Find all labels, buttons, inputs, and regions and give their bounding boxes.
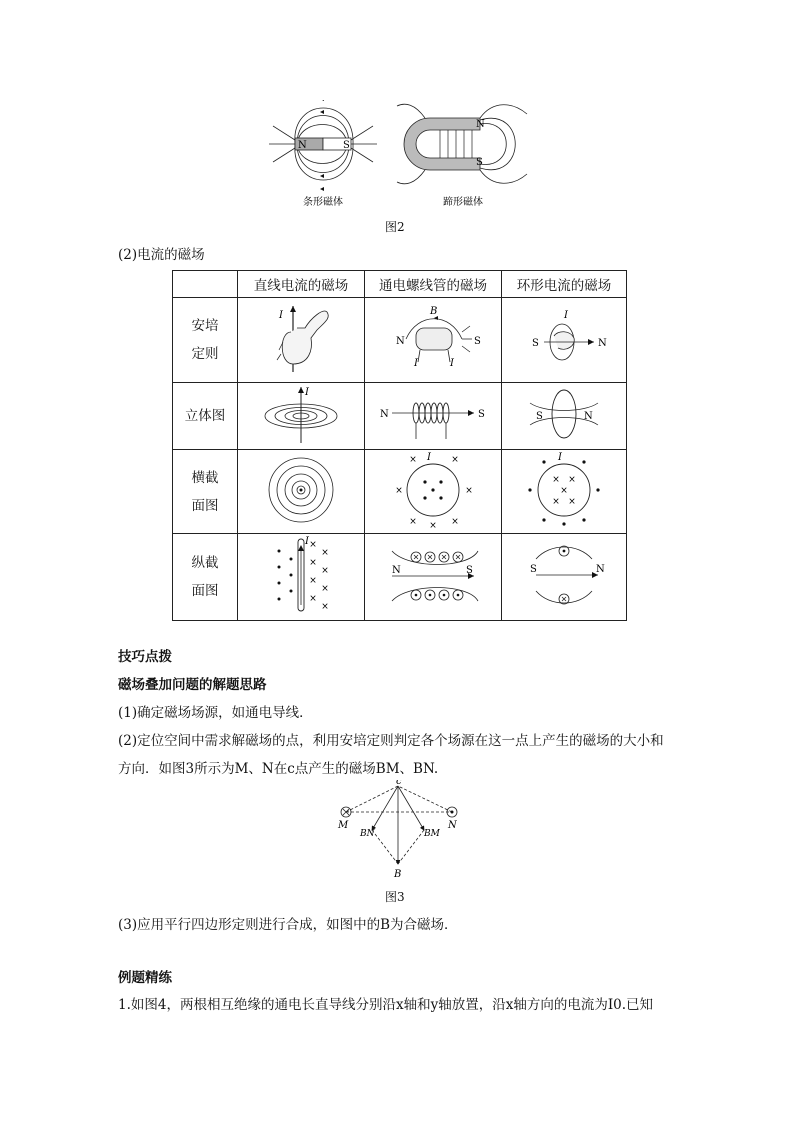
right-hand-grip-straight — [261, 302, 341, 374]
svg-text:×: × — [568, 496, 576, 507]
svg-text:×: × — [321, 548, 329, 558]
label-BM: BM — [424, 829, 440, 839]
svg-text:N: N — [584, 411, 593, 422]
svg-text:B: B — [430, 306, 438, 317]
svg-text:N: N — [380, 409, 389, 420]
table-row — [173, 450, 627, 534]
cell-long-solenoid — [365, 534, 502, 621]
svg-text:×: × — [568, 474, 576, 485]
concentric-ellipses-3d — [256, 383, 346, 445]
tips-subheading: 磁场叠加问题的解题思路 — [118, 677, 267, 693]
svg-text:S: S — [536, 411, 543, 422]
solenoid-cross — [383, 452, 483, 528]
tips-step-1: (1)确定磁场场源，如通电导线． — [118, 705, 313, 721]
label-B: B — [394, 869, 402, 880]
horseshoe-magnet — [397, 104, 527, 184]
svg-text:S: S — [530, 564, 537, 575]
svg-text:N: N — [396, 336, 405, 347]
concentric-circles-cross — [261, 452, 341, 528]
row-label-cross-section: 横截 面图 — [173, 450, 238, 534]
bar-magnet-label: 条形磁体 — [303, 197, 343, 208]
row-label-longitudinal-section: 纵截 面图 — [173, 534, 238, 621]
svg-text:×: × — [560, 485, 568, 496]
svg-text:×: × — [451, 454, 459, 465]
svg-text:×: × — [409, 516, 417, 527]
current-field-table — [172, 270, 627, 621]
straight-wire-long — [261, 535, 341, 615]
section-current-heading: (2)电流的磁场 — [118, 247, 205, 263]
svg-text:I: I — [305, 387, 309, 398]
row-label-3d-view: 立体图 — [173, 383, 238, 450]
loop-cross — [514, 452, 614, 528]
svg-text:×: × — [429, 520, 437, 528]
svg-text:N: N — [392, 565, 401, 576]
svg-text:×: × — [309, 558, 317, 568]
tips-step-2-line-2: 方向．如图3所示为M、N在c点产生的磁场BM、BN. — [118, 761, 439, 777]
bar-pole-s: S — [343, 140, 350, 151]
header-solenoid: 通电螺线管的磁场 — [365, 271, 502, 298]
svg-text:S: S — [474, 336, 481, 347]
figure-2-magnets — [265, 100, 535, 212]
cell-ampere-loop — [502, 298, 627, 383]
horseshoe-pole-n: N — [476, 119, 485, 130]
example-question-1: 1.如图4，两根相互绝缘的通电长直导线分别沿x轴和y轴放置，沿x轴方向的电流为I0.已知 — [118, 997, 654, 1013]
cell-cross-loop — [502, 450, 627, 534]
cell-3d-straight — [238, 383, 365, 450]
svg-text:×: × — [309, 540, 317, 550]
svg-text:×: × — [451, 516, 459, 527]
svg-text:×: × — [552, 474, 560, 485]
table-row — [173, 383, 627, 450]
right-hand-grip-solenoid — [378, 302, 488, 374]
examples-heading: 例题精练 — [118, 970, 172, 986]
table-corner — [173, 271, 238, 298]
svg-text:N: N — [598, 338, 607, 349]
cell-3d-solenoid — [365, 383, 502, 450]
svg-text:S: S — [466, 565, 473, 576]
svg-text:×: × — [395, 485, 403, 496]
bar-pole-n: N — [298, 140, 307, 151]
svg-text:I: I — [427, 451, 431, 463]
cell-cross-solenoid — [365, 450, 502, 534]
svg-text:I: I — [450, 358, 454, 369]
loop-3d — [514, 383, 614, 445]
svg-text:N: N — [596, 564, 605, 575]
table-row — [173, 534, 627, 621]
svg-text:×: × — [309, 594, 317, 604]
header-loop-current: 环形电流的磁场 — [502, 271, 627, 298]
figure-3-caption: 图3 — [385, 890, 405, 904]
tips-step-2-line-1: (2)定位空间中需求解磁场的点，利用安培定则判定各个场源在这一点上产生的磁场的大小和 — [118, 733, 664, 749]
svg-text:I: I — [414, 358, 418, 369]
label-M: M — [338, 820, 349, 831]
cell-cross-straight — [238, 450, 365, 534]
cell-3d-loop — [502, 383, 627, 450]
svg-text:I: I — [305, 536, 309, 547]
row-label-ampere-rule: 安培 定则 — [173, 298, 238, 383]
solenoid-long — [378, 535, 488, 615]
figure-2-caption: 图2 — [385, 220, 405, 234]
svg-text:×: × — [309, 576, 317, 586]
svg-text:I: I — [564, 310, 568, 321]
label-BN: BN — [360, 829, 375, 839]
cell-ampere-solenoid — [365, 298, 502, 383]
svg-text:I: I — [558, 451, 562, 463]
header-straight-current: 直线电流的磁场 — [238, 271, 365, 298]
figure-3-vector-diagram — [330, 780, 470, 882]
cell-ampere-straight — [238, 298, 365, 383]
tips-heading: 技巧点拨 — [118, 649, 172, 665]
svg-text:×: × — [321, 602, 329, 612]
solenoid-3d — [378, 383, 488, 445]
loop-long — [514, 535, 614, 615]
cell-long-loop — [502, 534, 627, 621]
horseshoe-pole-s: S — [476, 157, 483, 168]
svg-text:S: S — [532, 338, 539, 349]
table-row — [173, 298, 627, 383]
right-hand-grip-loop — [514, 302, 614, 374]
label-c: c — [396, 780, 402, 787]
tips-step-3: (3)应用平行四边形定则进行合成，如图中的B为合磁场． — [118, 917, 458, 933]
svg-text:×: × — [552, 496, 560, 507]
svg-text:×: × — [321, 566, 329, 576]
horseshoe-magnet-label: 蹄形磁体 — [443, 197, 483, 208]
svg-text:S: S — [478, 409, 485, 420]
label-N: N — [448, 820, 457, 831]
svg-text:I: I — [279, 310, 283, 321]
svg-text:×: × — [321, 584, 329, 594]
svg-text:×: × — [409, 454, 417, 465]
cell-long-straight — [238, 534, 365, 621]
svg-text:×: × — [465, 485, 473, 496]
